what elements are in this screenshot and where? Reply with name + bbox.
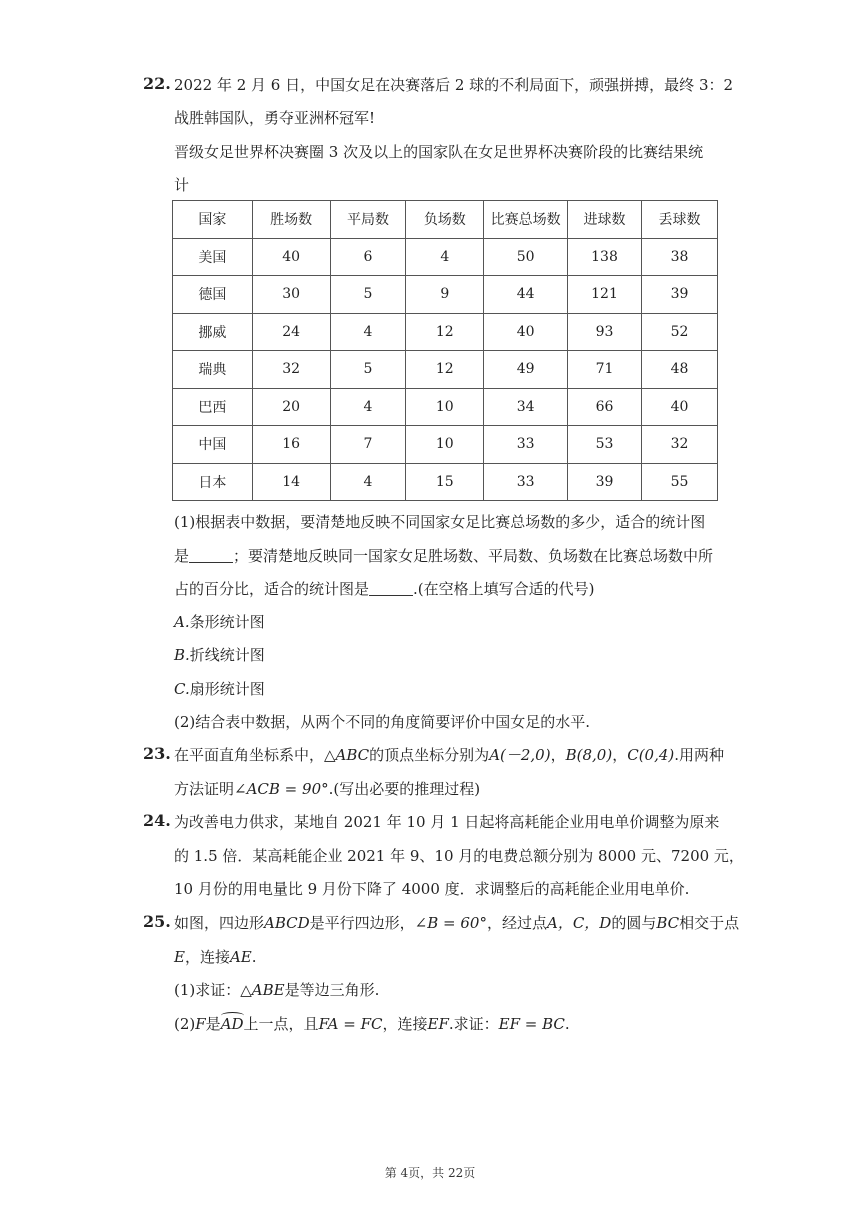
table-header: 国家 [173,201,253,239]
arc-ad: AD [220,1015,244,1033]
points-acd: A，C，D [546,914,612,932]
table-cell: 中国 [173,426,253,464]
q25-text: .求证： [448,1015,499,1033]
angle-b: ∠B = 60° [414,914,487,932]
q25-text: 是平行四边形， [309,914,415,932]
results-table [172,200,718,501]
table-cell: 挪威 [173,313,253,351]
q23-text: 的顶点坐标分别为 [369,746,490,764]
table-cell: 4 [330,463,406,501]
table-cell: 5 [330,351,406,389]
option-text: 条形统计图 [189,613,265,631]
table-cell: 32 [642,426,718,464]
q22-part1-text: .(在空格上填写合适的代号) [413,580,595,598]
table-cell: 39 [567,463,641,501]
table-row [173,426,718,464]
q25-line-1 [174,912,739,933]
table-cell: 15 [406,463,484,501]
q22-part2: (2)结合表中数据，从两个不同的角度简要评价中国女足的水平. [174,713,591,731]
table-cell: 40 [484,313,568,351]
table-cell: 巴西 [173,388,253,426]
q25-text: 是 [205,1015,221,1033]
table-cell: 32 [252,351,330,389]
q25-text: 相交于点 [679,914,740,932]
table-cell: 71 [567,351,641,389]
table-header: 进球数 [567,201,641,239]
q25-text: ，连接 [382,1015,428,1033]
page-footer: 第 4页，共 22页 [384,1166,476,1180]
table-row [173,388,718,426]
segment-ae: AE [229,948,252,966]
point-b: B(8,0) [565,746,613,764]
q22-part1-line-2 [174,545,713,566]
answer-blank-2 [369,581,413,596]
option-letter: A. [174,613,190,631]
table-cell: 4 [330,313,406,351]
table-cell: 55 [642,463,718,501]
table-cell: 48 [642,351,718,389]
table-cell: 66 [567,388,641,426]
option-c [174,678,265,699]
table-cell: 44 [484,276,568,314]
q25-text: ，经过点 [486,914,547,932]
table-row [173,276,718,314]
q23-text: 在平面直角坐标系中， [174,746,325,764]
table-cell: 38 [642,238,718,276]
table-cell: 9 [406,276,484,314]
table-cell: 40 [252,238,330,276]
q23-line-2 [174,778,480,799]
option-letter: B. [174,646,190,664]
q22-part1-text: ；要清楚地反映同一国家女足胜场数、平局数、负场数在比赛总场数中所 [233,547,714,565]
question-number-25: 25. [143,912,171,931]
segment-ef: EF [427,1015,449,1033]
option-b [174,644,265,665]
table-cell: 4 [406,238,484,276]
triangle-abc: △ABC [324,746,370,764]
table-cell: 121 [567,276,641,314]
table-cell: 瑞典 [173,351,253,389]
equation-fa-fc: FA = FC [318,1015,383,1033]
table-cell: 40 [642,388,718,426]
option-letter: C. [174,680,190,698]
table-cell: 日本 [173,463,253,501]
table-row [173,238,718,276]
table-row [173,463,718,501]
table-cell: 93 [567,313,641,351]
table-cell: 7 [330,426,406,464]
q23-text: .用两种 [674,746,725,764]
table-cell: 14 [252,463,330,501]
table-header-row [173,201,718,239]
q25-text: ，连接 [184,948,230,966]
table-cell: 12 [406,351,484,389]
table-cell: 138 [567,238,641,276]
table-cell: 10 [406,426,484,464]
table-cell: 34 [484,388,568,426]
q25-text: 上一点，且 [243,1015,319,1033]
angle-acb: ∠ACB = 90° [234,780,329,798]
table-cell: 12 [406,313,484,351]
q22-line-3: 晋级女足世界杯决赛圈 3 次及以上的国家队在女足世界杯决赛阶段的比赛结果统 [174,143,704,161]
q24-line-3: 10 月份的用电量比 9 月份下降了 4000 度．求调整后的高耗能企业用电单价. [174,880,690,898]
q25-text: . [564,1015,570,1033]
option-text: 扇形统计图 [189,680,265,698]
table-cell: 16 [252,426,330,464]
answer-blank-1 [189,548,233,563]
table-cell: 24 [252,313,330,351]
table-cell: 30 [252,276,330,314]
q25-text: . [251,948,257,966]
point-a: A(－2,0) [489,746,551,764]
table-cell: 10 [406,388,484,426]
q22-part1-line-3 [174,578,595,599]
table-cell: 20 [252,388,330,426]
q24-line-2: 的 1.5 倍．某高耗能企业 2021 年 9、10 月的电费总额分别为 8000 元、7200 元， [174,847,744,865]
q25-text: 的圆与 [611,914,657,932]
q25-text: 如图，四边形 [174,914,265,932]
table-header: 平局数 [330,201,406,239]
q25-text: (2) [174,1015,196,1033]
option-a [174,611,265,632]
table-header: 比赛总场数 [484,201,568,239]
q23-line-1: 在平面直角坐标系中，△ABC的顶点坐标分别为A(－2,0)，B(8,0)，C(0,4).用两种 [174,746,725,764]
table-cell: 52 [642,313,718,351]
table-cell: 33 [484,463,568,501]
question-number-22: 22. [143,74,171,93]
q25-text: (1)求证： [174,981,241,999]
table-header: 负场数 [406,201,484,239]
table-cell: 美国 [173,238,253,276]
table-cell: 德国 [173,276,253,314]
q22-line-1: 2022 年 2 月 6 日，中国女足在决赛落后 2 球的不利局面下，顽强拼搏，最终 3：2 [174,76,734,94]
table-header: 丢球数 [642,201,718,239]
table-cell: 5 [330,276,406,314]
question-number-23: 23. [143,744,171,763]
point-c: C(0,4) [627,746,675,764]
table-row [173,351,718,389]
table-cell: 4 [330,388,406,426]
q23-text: 方法证明 [174,780,235,798]
table-cell: 39 [642,276,718,314]
q25-part2 [174,1013,570,1034]
equation-ef-bc: EF = BC [498,1015,565,1033]
q22-part1-text: 是 [174,547,190,565]
segment-bc: BC [656,914,680,932]
table-row [173,313,718,351]
table-header: 胜场数 [252,201,330,239]
q22-part1-line-1: (1)根据表中数据，要清楚地反映不同国家女足比赛总场数的多少，适合的统计图 [174,513,706,531]
table-cell: 50 [484,238,568,276]
point-f: F [195,1015,206,1033]
option-text: 折线统计图 [189,646,265,664]
q23-text: .(写出必要的推理过程) [328,780,481,798]
q22-line-2: 战胜韩国队，勇夺亚洲杯冠军! [174,109,376,127]
triangle-abe: △ABE [240,981,285,999]
q22-part1-text: 占的百分比，适合的统计图是 [174,580,370,598]
quad-abcd: ABCD [264,914,310,932]
table-cell: 6 [330,238,406,276]
table-cell: 33 [484,426,568,464]
q24-line-1: 为改善电力供求，某地自 2021 年 10 月 1 日起将高耗能企业用电单价调整为原来 [174,813,720,831]
q22-line-4: 计 [174,176,190,194]
q25-line-2 [174,946,257,967]
question-number-24: 24. [143,811,171,830]
q25-part1 [174,979,379,1000]
table-cell: 49 [484,351,568,389]
table-cell: 53 [567,426,641,464]
q25-text: 是等边三角形. [284,981,380,999]
point-e: E [174,948,185,966]
